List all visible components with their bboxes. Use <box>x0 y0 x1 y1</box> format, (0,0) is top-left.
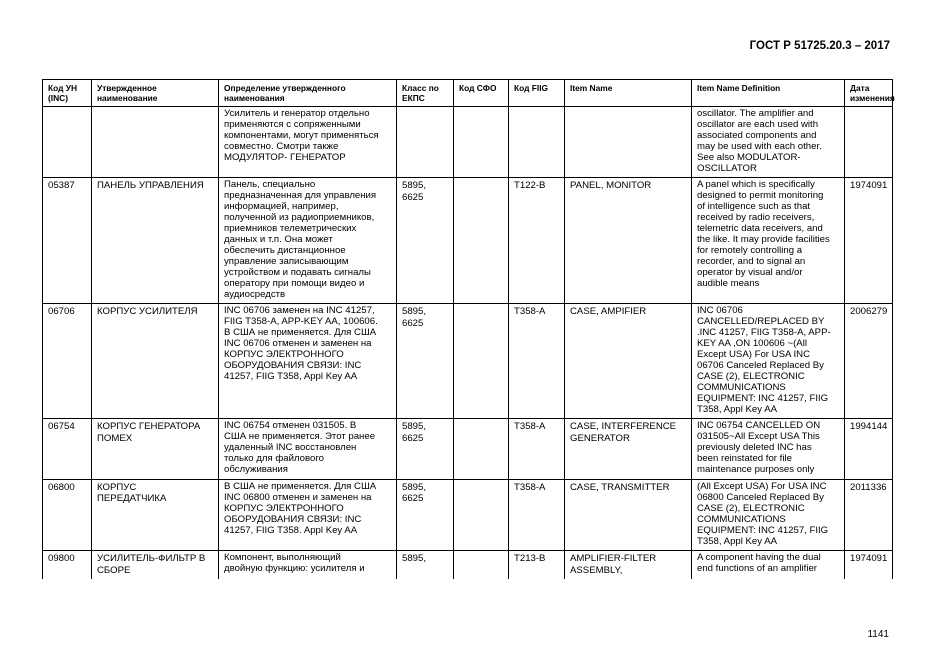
col-header-sfo-code: Код СФО <box>454 80 509 107</box>
cell-approved-name <box>92 178 219 304</box>
cell-text-line: oscillator are each used with <box>697 118 819 130</box>
cell-text-line: информацией, например, <box>224 201 339 213</box>
cell-text-line: 5895, <box>402 421 427 433</box>
cell-text-line: 1974091 <box>850 180 888 192</box>
cell-sfo-code <box>454 551 509 579</box>
cell-text-line: данных и т.п. Она может <box>224 233 333 245</box>
cell-text-line: КОРПУС ГЕНЕРАТОРА <box>97 421 201 433</box>
cell-text-line: 6625 <box>402 191 424 203</box>
cell-text-line: компонентами, могут применяться <box>224 129 379 141</box>
cell-ekps-class <box>397 178 454 304</box>
table-row <box>43 304 893 419</box>
cell-text-line: 41257, FIIG T358, Appl Key AA <box>224 370 358 382</box>
cell-text-line: CASE (2), ELECTRONIC <box>697 502 805 514</box>
cell-text-line: 5895, <box>402 553 427 565</box>
cell-change-date <box>845 304 893 419</box>
cell-text-line: 41257, FIIG T358. Appl Key AA <box>224 524 358 536</box>
cell-text-line: обслуживания <box>224 464 288 476</box>
cell-text-line: .INC 41257, FIIG T358-A, APP- <box>697 327 831 339</box>
cell-un-code <box>43 551 92 579</box>
col-header-approved-name: Утвержденное наименование <box>92 80 219 107</box>
cell-text-line: 06754 <box>48 421 75 433</box>
cell-text-line: of intelligence such as that <box>697 201 811 213</box>
cell-text-line: 06706 <box>48 306 75 318</box>
cell-text-line: INC 06800 отменен и заменен на <box>224 491 372 503</box>
cell-text-line: designed to permit monitoring <box>697 190 824 202</box>
cell-un-code <box>43 178 92 304</box>
cell-text-line: применяются с сопряженными <box>224 118 361 130</box>
cell-text-line: 2011336 <box>850 482 887 493</box>
cell-text-line: end functions of an amplifier <box>697 563 817 575</box>
cell-un-code <box>43 480 92 551</box>
cell-text-line: 5895, <box>402 180 427 192</box>
cell-text-line: T358, Appl Key AA <box>697 403 778 415</box>
cell-fiig-code <box>509 419 565 480</box>
cell-text-line: KEY AA ,ON 100606 ~(All <box>697 338 807 350</box>
table-row <box>43 551 893 579</box>
cell-text-line: 2006279 <box>850 306 888 318</box>
cell-ekps-class <box>397 107 454 178</box>
cell-text-line: КОРПУС <box>97 482 137 493</box>
cell-text-line: КОРПУС ЭЛЕКТРОННОГО <box>224 349 344 361</box>
cell-text-line: maintenance purposes only <box>697 464 815 476</box>
cell-text-line: обеспечить дистанционное <box>224 244 346 256</box>
cell-change-date <box>845 480 893 551</box>
cell-text-line: управление записывающим <box>224 255 349 267</box>
cell-definition-ru <box>219 480 397 551</box>
cell-text-line: COMMUNICATIONS <box>697 513 786 525</box>
cell-fiig-code <box>509 304 565 419</box>
cell-text-line: оператору при помощи видео и <box>224 277 365 289</box>
cell-text-line: Except USA) For USA INC <box>697 349 811 361</box>
cell-approved-name <box>92 107 219 178</box>
cell-text-line: CANCELLED/REPLACED BY <box>697 316 825 328</box>
cell-text-line: GENERATOR <box>570 432 630 444</box>
cell-text-line: T358-A <box>514 482 546 493</box>
cell-text-line: полученной из радиоприемников, <box>224 212 375 224</box>
cell-text-line: 05387 <box>48 180 75 192</box>
cell-text-line: A component having the dual <box>697 552 821 564</box>
document-code: ГОСТ Р 51725.20.3 – 2017 <box>749 40 890 52</box>
cell-approved-name <box>92 419 219 480</box>
cell-text-line: КОРПУС ЭЛЕКТРОННОГО <box>224 502 344 514</box>
cell-approved-name <box>92 551 219 579</box>
table-header-row <box>43 80 893 107</box>
cell-text-line: T358, Appl Key AA <box>697 535 778 547</box>
cell-text-line: T213-B <box>514 553 546 565</box>
cell-text-line: 6625 <box>402 317 424 329</box>
cell-text-line: See also MODULATOR- <box>697 151 801 163</box>
cell-change-date <box>845 419 893 480</box>
cell-change-date <box>845 178 893 304</box>
cell-text-line: operator by visual and/or <box>697 266 803 278</box>
cell-definition-ru <box>219 107 397 178</box>
table-row <box>43 178 893 304</box>
cell-text-line: ОБОРУДОВАНИЯ СВЯЗИ: INC <box>224 359 362 371</box>
cell-definition-ru <box>219 178 397 304</box>
cell-text-line: ПЕРЕДАТЧИКА <box>97 493 167 505</box>
cell-text-line: ASSEMBLY, <box>570 564 623 576</box>
cell-item-definition <box>692 480 845 551</box>
cell-un-code <box>43 304 92 419</box>
cell-text-line: 06800 <box>48 482 75 493</box>
cell-text-line: УСИЛИТЕЛЬ-ФИЛЬТР В <box>97 553 206 565</box>
col-header-change-date: Дата изменения <box>845 80 893 107</box>
cell-text-line: В США не применяется. Для США <box>224 327 377 339</box>
cell-fiig-code <box>509 480 565 551</box>
cell-text-line: 5895, <box>402 306 427 318</box>
cell-text-line: may be used with each other. <box>697 140 822 152</box>
cell-sfo-code <box>454 107 509 178</box>
cell-text-line: the like. It may provide facilities <box>697 233 830 245</box>
cell-text-line: 1994144 <box>850 421 888 433</box>
cell-ekps-class <box>397 480 454 551</box>
cell-text-line: Усилитель и генератор отдельно <box>224 108 370 119</box>
cell-text-line: аудиосредств <box>224 288 286 300</box>
cell-text-line: associated components and <box>697 129 817 141</box>
cell-text-line: OSCILLATOR <box>697 162 757 174</box>
cell-text-line: (All Except USA) For USA INC <box>697 481 827 492</box>
cell-text-line: oscillator. The amplifier and <box>697 108 814 119</box>
cell-text-line: previously deleted INC has <box>697 442 812 454</box>
cell-text-line: 5895, <box>402 482 427 493</box>
table-row <box>43 480 893 551</box>
cell-definition-ru <box>219 551 397 579</box>
cell-item-name <box>565 480 692 551</box>
col-header-ekps-class: Класс по ЕКПС <box>397 80 454 107</box>
cell-text-line: CASE (2), ELECTRONIC <box>697 370 805 382</box>
cell-text-line: ПОМЕХ <box>97 432 133 444</box>
cell-item-name <box>565 304 692 419</box>
cell-item-name <box>565 419 692 480</box>
cell-item-definition <box>692 107 845 178</box>
cell-text-line: КОРПУС УСИЛИТЕЛЯ <box>97 306 198 318</box>
cell-text-line: только для файлового <box>224 453 324 465</box>
cell-fiig-code <box>509 551 565 579</box>
cell-text-line: двойную функцию: усилителя и <box>224 563 365 575</box>
cell-item-name <box>565 107 692 178</box>
table-row <box>43 419 893 480</box>
cell-text-line: AMPLIFIER-FILTER <box>570 553 657 565</box>
cell-text-line: 031505~All Except USA This <box>697 431 820 443</box>
col-header-fiig-code: Код FIIG <box>509 80 565 107</box>
cell-text-line: EQUIPMENT: INC 41257, FIIG <box>697 392 829 404</box>
cell-definition-ru <box>219 419 397 480</box>
cell-text-line: received by radio receivers, <box>697 212 815 224</box>
cell-item-definition <box>692 419 845 480</box>
cell-sfo-code <box>454 178 509 304</box>
cell-text-line: INC 06706 <box>697 305 743 317</box>
table-row <box>43 107 893 178</box>
cell-text-line: 1974091 <box>850 553 888 565</box>
cell-fiig-code <box>509 107 565 178</box>
cell-text-line: приемников телеметрических <box>224 223 357 235</box>
cell-text-line: telemetric data receivers, and <box>697 223 823 235</box>
cell-text-line: INC 06706 заменен на INC 41257, <box>224 305 375 317</box>
cell-text-line: 06706 Canceled Replaced By <box>697 359 824 371</box>
cell-item-definition <box>692 304 845 419</box>
cell-text-line: совместно. Смотри также <box>224 140 339 152</box>
cell-sfo-code <box>454 480 509 551</box>
cell-approved-name <box>92 480 219 551</box>
cell-text-line: INC 06754 отменен 031505. В <box>224 420 357 432</box>
cell-change-date <box>845 107 893 178</box>
cell-text-line: Панель, специально <box>224 179 316 191</box>
cell-text-line: ПАНЕЛЬ УПРАВЛЕНИЯ <box>97 180 204 192</box>
col-header-item-definition: Item Name Definition <box>692 80 845 107</box>
cell-ekps-class <box>397 304 454 419</box>
cell-text-line: 6625 <box>402 432 424 444</box>
cell-text-line: T358-A <box>514 421 546 433</box>
page-number: 1141 <box>867 629 889 640</box>
cell-change-date <box>845 551 893 579</box>
cell-text-line: INC 06754 CANCELLED ON <box>697 420 821 432</box>
cell-text-line: T358-A <box>514 306 546 318</box>
cell-un-code <box>43 107 92 178</box>
cell-text-line: EQUIPMENT: INC 41257, FIIG <box>697 524 829 536</box>
col-header-item-name: Item Name <box>565 80 692 107</box>
cell-text-line: 09800 <box>48 553 75 565</box>
cell-text-line: recorder, and to signal an <box>697 255 806 267</box>
cell-approved-name <box>92 304 219 419</box>
cell-text-line: CASE, INTERFERENCE <box>570 421 677 433</box>
cell-ekps-class <box>397 551 454 579</box>
cell-text-line: ОБОРУДОВАНИЯ СВЯЗИ: INC <box>224 513 362 525</box>
cell-text-line: INC 06706 отменен и заменен на <box>224 338 372 350</box>
cell-fiig-code <box>509 178 565 304</box>
cell-text-line: CASE, TRANSMITTER <box>570 482 670 493</box>
cell-text-line: предназначенная для управления <box>224 190 377 202</box>
cell-text-line: been reinstated for file <box>697 453 792 465</box>
cell-text-line: СБОРЕ <box>97 564 131 576</box>
cell-text-line: 06800 Canceled Replaced By <box>697 491 824 503</box>
cell-text-line: удаленный INC восстановлен <box>224 442 357 454</box>
cell-item-name <box>565 551 692 579</box>
cell-text-line: 6625 <box>402 493 424 505</box>
cell-text-line: Компонент, выполняющий <box>224 552 341 564</box>
cell-item-definition <box>692 551 845 579</box>
cell-definition-ru <box>219 304 397 419</box>
cell-text-line: T122-B <box>514 180 546 192</box>
cell-text-line: МОДУЛЯТОР- ГЕНЕРАТОР <box>224 151 346 163</box>
cell-text-line: В США не применяется. Для США <box>224 481 377 492</box>
cell-text-line: FIIG T358-A, APP-KEY AA, 100606. <box>224 316 378 328</box>
cell-text-line: for remotely controlling a <box>697 244 803 256</box>
cell-text-line: CASE, AMPIFIER <box>570 306 647 318</box>
cell-text-line: США не применяется. Этот ранее <box>224 431 376 443</box>
cell-text-line: COMMUNICATIONS <box>697 381 786 393</box>
col-header-un-code: Код УН (INC) <box>43 80 92 107</box>
cell-ekps-class <box>397 419 454 480</box>
cell-text-line: PANEL, MONITOR <box>570 180 652 192</box>
cell-sfo-code <box>454 304 509 419</box>
cell-item-name <box>565 178 692 304</box>
cell-text-line: audible means <box>697 277 760 289</box>
registry-table <box>42 79 893 579</box>
cell-item-definition <box>692 178 845 304</box>
col-header-definition-ru: Определение утвержденного наименования <box>219 80 397 107</box>
cell-sfo-code <box>454 419 509 480</box>
cell-text-line: A panel which is specifically <box>697 179 815 191</box>
cell-un-code <box>43 419 92 480</box>
cell-text-line: устройством и подавать сигналы <box>224 266 371 278</box>
table-body <box>43 107 893 580</box>
